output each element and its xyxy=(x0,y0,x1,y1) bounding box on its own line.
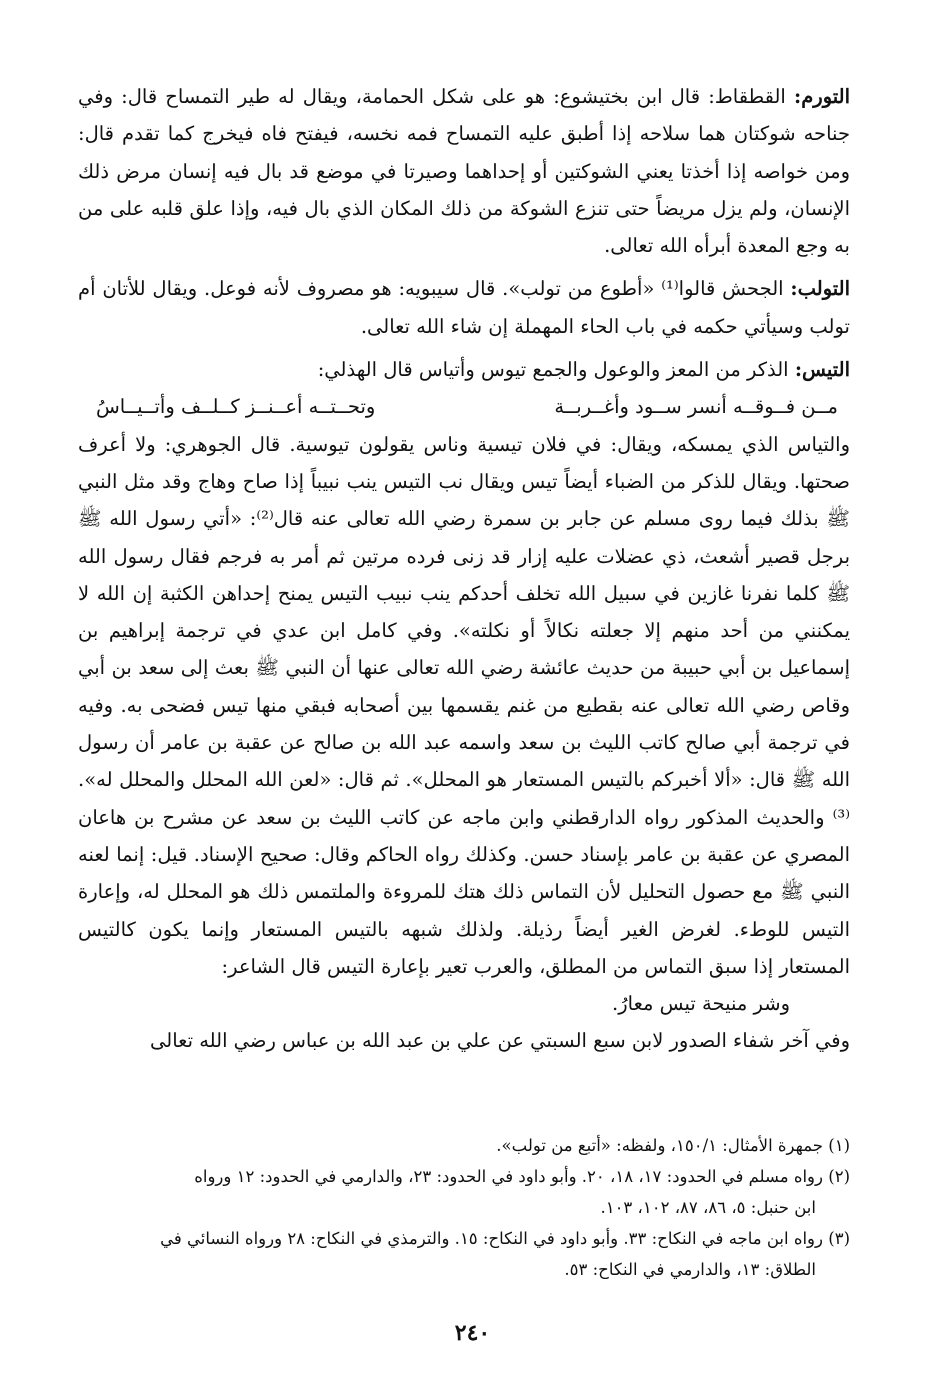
entry-heading: التيس: xyxy=(794,358,850,382)
poem-hemistich-right: مــن فــوقــه أنسر ســود وأغــربــة xyxy=(554,395,838,419)
footnote-3: (٣) رواه ابن ماجه في النكاح: ٣٣. وأبو داود في النكاح: ١٥. والترمذي في النكاح: ٢٨ ورواه النسائي في الطلاق: ١٣، والدارمي في النكاح: ٥٣. xyxy=(160,1229,850,1279)
paragraph-tays xyxy=(78,351,850,388)
footnote-1: (١) جمهرة الأمثال: ١٥٠/١، ولفظه: «أتبع من تولب». xyxy=(496,1136,850,1155)
paragraph-text: والتياس الذي يمسكه، ويقال: في فلان تيسية وناس يقولون تيوسية. قال الجوهري: ولا أعرف صحتها. ويقال للذكر من الضباء أيضاً تيس ويقال نب التيس ينب نبيباً إذا صاح وهاج وقد مثل النبي ﷺ بذلك فيما روى مسلم عن جابر بن سمرة رضي الله تعالى عنه قال⁽²⁾: «أتي رسول الله ﷺ برجل قصير أشعث، ذي عضلات عليه إزار قد زنى فرده مرتين ثم أمر به فرجم فقال رسول الله ﷺ كلما نفرنا غازين في سبيل الله تخلف أحدكم ينب نبيب التيس يمنح إحداهن الكثبة إن الله لا يمكنني من أحد منهم إلا جعلته نكالاً أو نكلته». وفي كامل ابن عدي في ترجمة إبراهيم بن إسماعيل بن أبي حبيبة من حديث عائشة رضي الله تعالى عنها أن النبي ﷺ بعث إلى سعد بن أبي وقاص رضي الله تعالى عنه بقطيع من غنم يقسمها بين أصحابه فبقي منها تيس فضحى به. وفيه في ترجمة أبي صالح كاتب الليث بن سعد واسمه عبد الله بن صالح عن عقبة بن عامر أن رسول الله ﷺ قال: «ألا أخبركم بالتيس المستعار هو المحلل». ثم قال: «لعن الله المحلل والمحلل له».⁽³⁾ والحديث المذكور رواه الدارقطني وابن ماجه عن كاتب الليث بن سعد عن مشرح بن هاعان المصري عن عقبة بن عامر بإسناد حسن. وكذلك رواه الحاكم وقال: صحيح الإسناد. قيل: إنما لعنه النبي ﷺ مع حصول التحليل لأن التماس ذلك هتك للمروءة والملتمس ذلك هو المحلل له، وإعارة التيس للوطء. لغرض الغير أيضاً رذيلة. ولذلك شبهه بالتيس المستعار وإنما يكون كالتيس المستعار إذا سبق التماس من المطلق، والعرب تعير بإعارة التيس قال الشاعر: xyxy=(78,432,850,978)
entry-heading: التورم: xyxy=(794,85,851,108)
paragraph-text: وفي آخر شفاء الصدور لابن سبع السبتي عن علي بن عبد الله بن عباس رضي الله تعالى xyxy=(150,1029,850,1053)
paragraph-tawlab xyxy=(78,270,850,345)
verse-line: وشر منيحة تيس معارُ. xyxy=(612,992,790,1016)
paragraph-tayyas xyxy=(78,426,850,985)
paragraph-tawarrum xyxy=(78,78,850,264)
poem-hemistich-left: وتحــتــه أعــنــز كــلــف وأتــيــاسُ xyxy=(96,395,376,419)
poem-verse xyxy=(78,388,850,425)
main-text xyxy=(78,78,850,1060)
page-number: ٢٤٠ xyxy=(454,1320,491,1346)
paragraph-shifa xyxy=(78,1022,850,1059)
footnotes xyxy=(78,1130,850,1285)
entry-heading: التولب: xyxy=(790,277,851,301)
paragraph-text: القطقاط: قال ابن بختيشوع: هو على شكل الحمامة، ويقال له طير التمساح قال: وفي جناحه شوكتان هما سلاحه إذا أطبق عليه التمساح فمه نخسه، فيفتح فاه فيخرج كما تقدم قال: ومن خواصه إذا أخذتا يعني الشوكتين أو إحداهما وصيرتا في موضع قد بال فيه إنسان مرض ذلك الإنسان، ولم يزل مريضاً حتى تنزع الشوكة من ذلك المكان الذي بال فيه، وإذا علق قلبه على من به وجع المعدة أبرأه الله تعالى. xyxy=(78,85,850,258)
paragraph-text: الذكر من المعز والوعول والجمع تيوس وأتياس قال الهذلي: xyxy=(317,358,789,382)
footnote-2: (٢) رواه مسلم في الحدود: ١٧، ١٨، ٢٠. وأبو داود في الحدود: ٢٣، والدارمي في الحدود: ١٢ ورواه ابن حنبل: ٥، ٨٦، ٨٧، ١٠٢، ١٠٣. xyxy=(194,1167,850,1217)
paragraph-text: الجحش قالوا⁽¹⁾ «أطوع من تولب». قال سيبويه: هو مصروف لأنه فوعل. ويقال للأتان أم تولب وسيأتي حكمه في باب الحاء المهملة إن شاء الله تعالى. xyxy=(78,277,850,338)
